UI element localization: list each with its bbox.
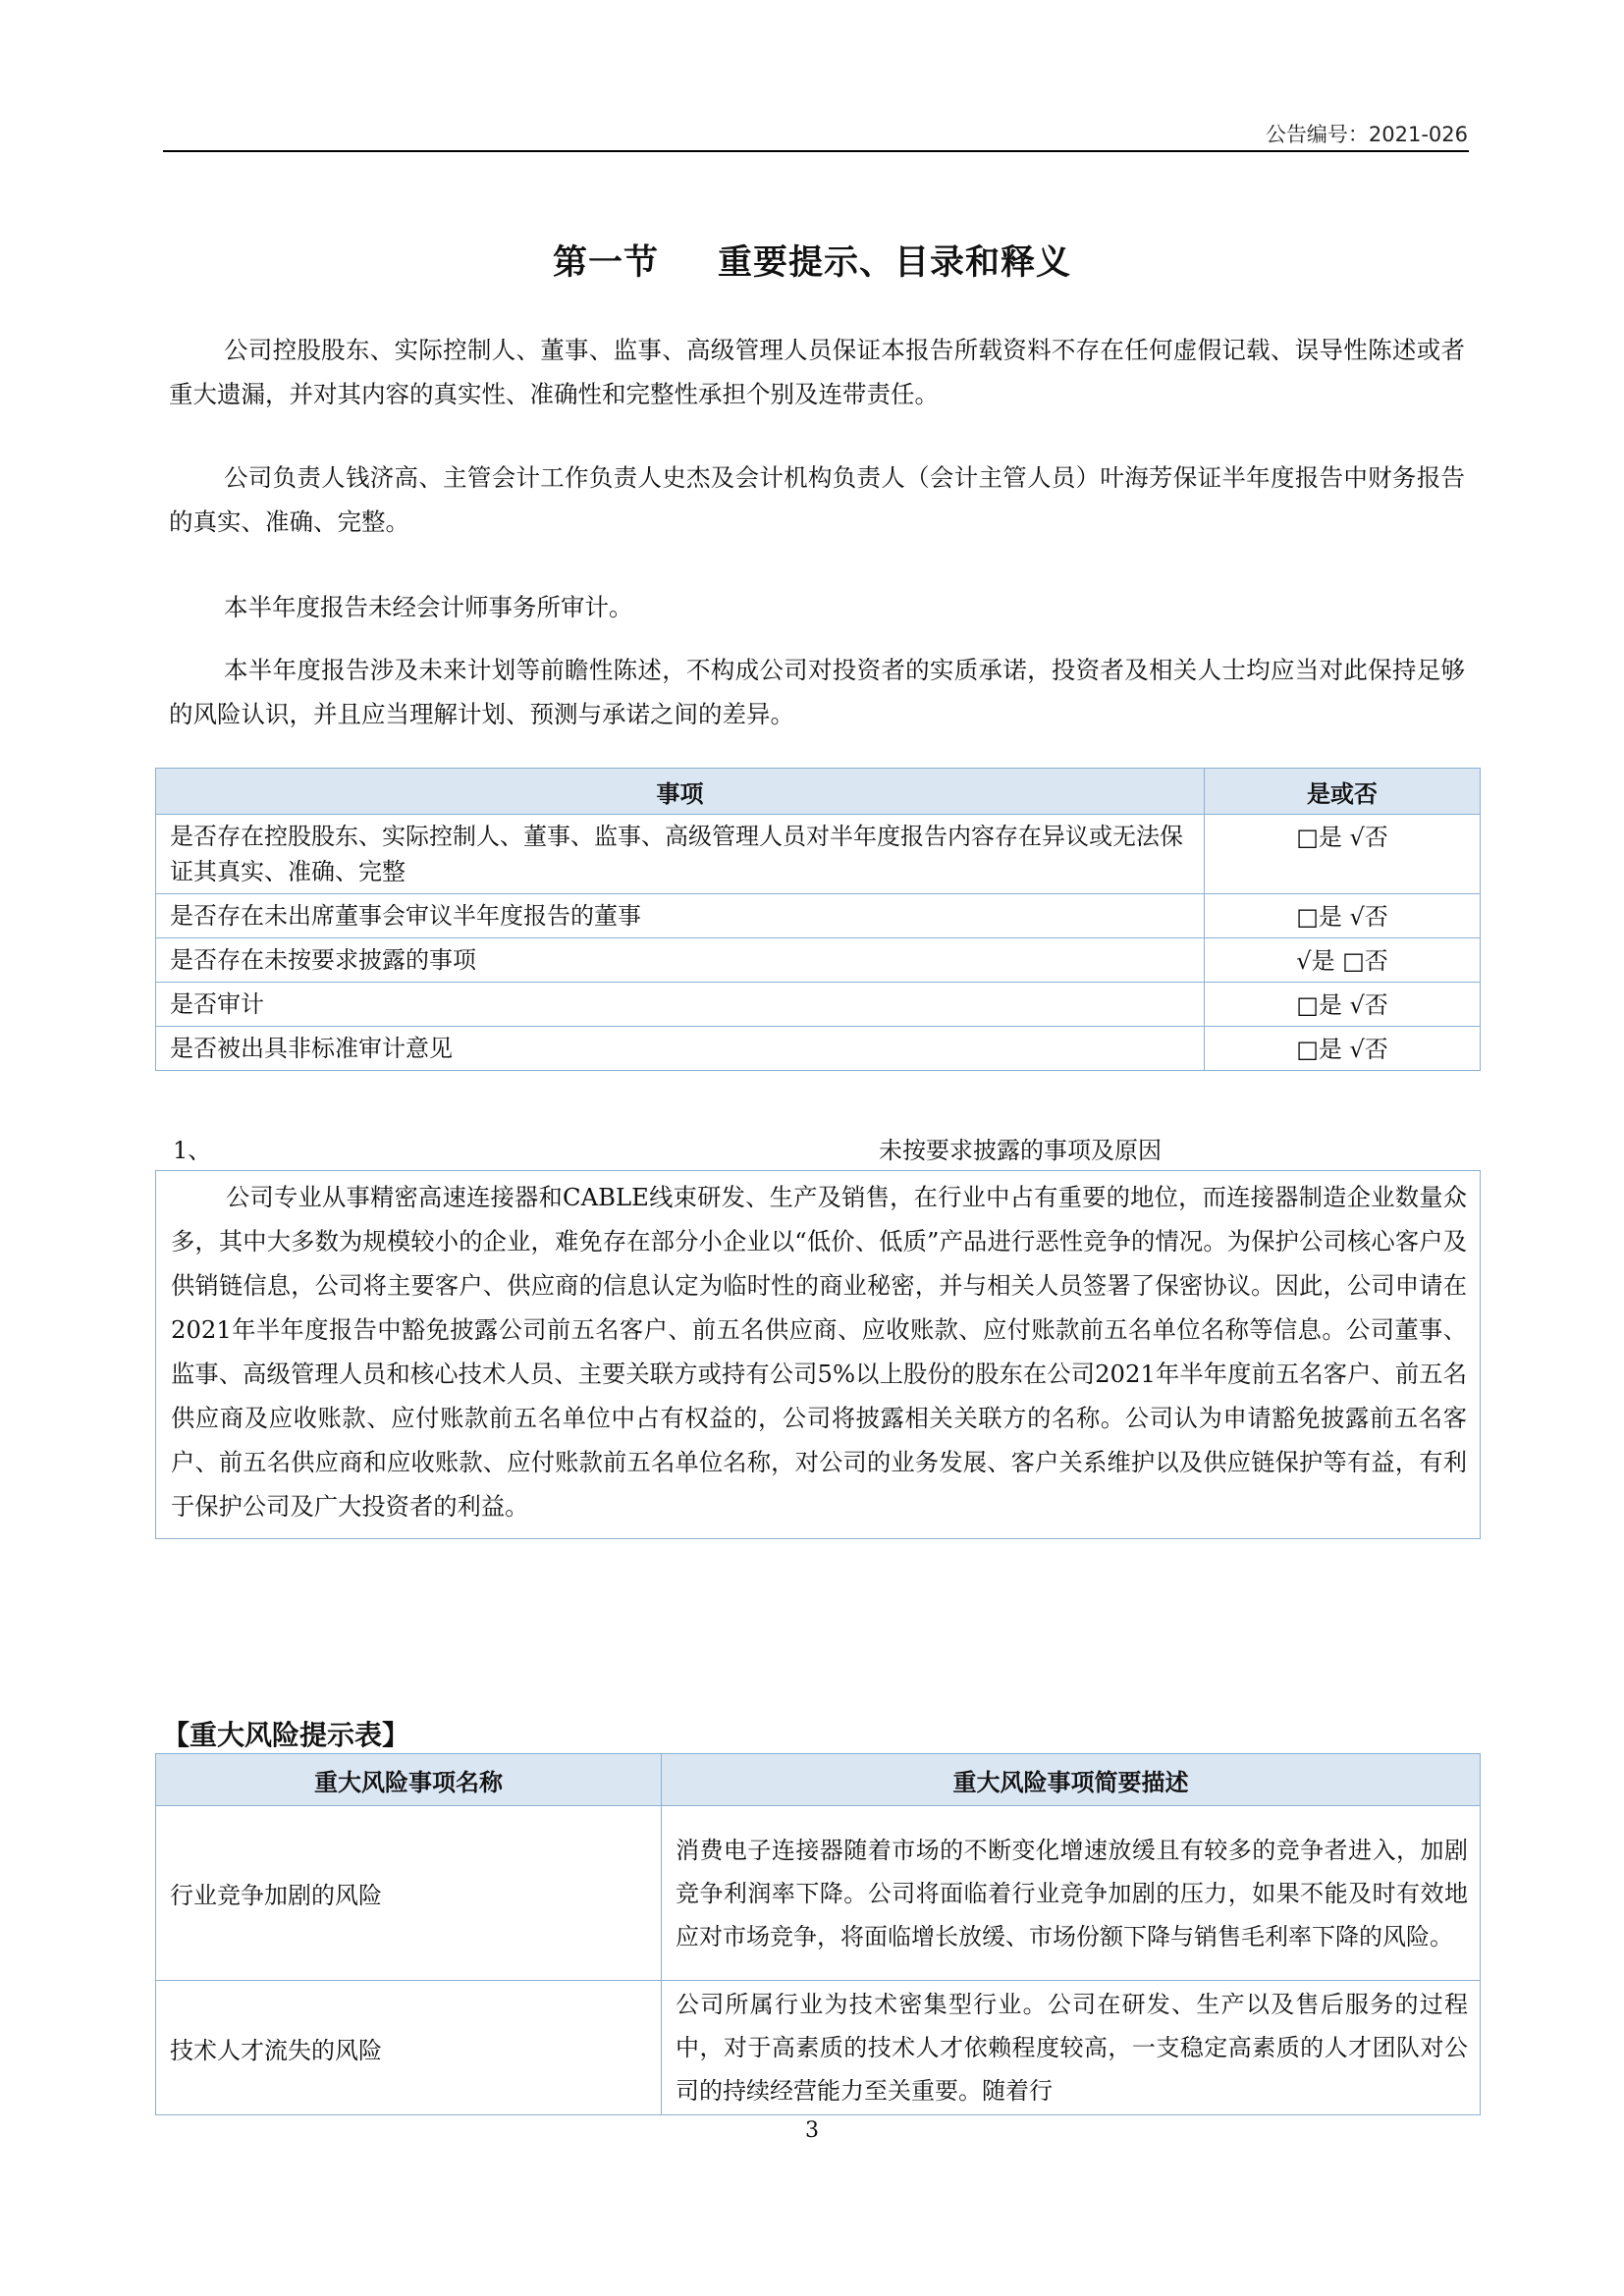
table-row: [156, 983, 1481, 1027]
risk-table-heading: 【重大风险提示表】: [162, 1719, 410, 1751]
paragraph-unaudited: 本半年度报告未经会计师事务所审计。: [224, 593, 633, 621]
table-header-row: [156, 769, 1481, 815]
page-number: 3: [805, 2118, 819, 2143]
section-heading: 重要提示、目录和释义: [718, 243, 1072, 283]
table-row: [156, 1981, 1481, 2115]
table-row: [156, 894, 1481, 938]
check-answer: □是 √否: [1205, 894, 1481, 938]
paragraph-responsible-persons: 公司负责人钱济高、主管会计工作负责人史杰及会计机构负责人（会计主管人员）叶海芳保证半年度报告中财务报告的真实、准确、完整。: [169, 463, 1465, 536]
section-title: [0, 236, 1624, 285]
table-row: [156, 815, 1481, 894]
check-answer: □是 √否: [1205, 815, 1481, 894]
check-item: 是否存在未按要求披露的事项: [156, 938, 1205, 983]
paragraph-forward-looking: 本半年度报告涉及未来计划等前瞻性陈述，不构成公司对投资者的实质承诺，投资者及相关人士均应当对此保持足够的风险认识，并且应当理解计划、预测与承诺之间的差异。: [169, 656, 1465, 728]
check-answer: √是 □否: [1205, 938, 1481, 983]
risk-name: 行业竞争加剧的风险: [156, 1806, 662, 1981]
table-header-row: [156, 1754, 1481, 1806]
check-item: 是否存在控股股东、实际控制人、董事、监事、高级管理人员对半年度报告内容存在异议或无法保证其真实、准确、完整: [156, 815, 1205, 894]
announcement-code: 公告编号：2021-026: [1265, 123, 1468, 146]
column-header-risk-desc: 重大风险事项简要描述: [662, 1754, 1481, 1806]
check-answer: □是 √否: [1205, 983, 1481, 1027]
disclosure-check-table: [155, 768, 1481, 1071]
check-item: 是否审计: [156, 983, 1205, 1027]
column-header-answer: 是或否: [1205, 769, 1481, 815]
check-item: 是否被出具非标准审计意见: [156, 1027, 1205, 1071]
subsection-title: 未按要求披露的事项及原因: [879, 1137, 1162, 1164]
major-risk-table: [155, 1753, 1481, 2115]
header-divider: [163, 150, 1469, 152]
table-row: [156, 1027, 1481, 1071]
risk-description: 消费电子连接器随着市场的不断变化增速放缓且有较多的竞争者进入，加剧竞争利润率下降。公司将面临着行业竞争加剧的压力，如果不能及时有效地应对市场竞争，将面临增长放缓、市场份额下降与销售毛利率下降的风险。: [662, 1806, 1481, 1981]
section-number: 第一节: [552, 243, 659, 283]
subsection-number: 1、: [173, 1137, 212, 1164]
risk-description: 公司所属行业为技术密集型行业。公司在研发、生产以及售后服务的过程中，对于高素质的技术人才依赖程度较高，一支稳定高素质的人才团队对公司的持续经营能力至关重要。随着行: [662, 1981, 1481, 2115]
column-header-risk-name: 重大风险事项名称: [156, 1754, 662, 1806]
table-row: [156, 938, 1481, 983]
risk-name: 技术人才流失的风险: [156, 1981, 662, 2115]
check-item: 是否存在未出席董事会审议半年度报告的董事: [156, 894, 1205, 938]
column-header-item: 事项: [156, 769, 1205, 815]
undisclosed-reason-box: 公司专业从事精密高速连接器和CABLE线束研发、生产及销售，在行业中占有重要的地位，而连接器制造企业数量众多，其中大多数为规模较小的企业，难免存在部分小企业以“低价、低质”产品进行恶性竞争的情况。为保护公司核心客户及供销链信息，公司将主要客户、供应商的信息认定为临时性的商业秘密，并与相关人员签署了保密协议。因此，公司申请在2021年半年度报告中豁免披露公司前五名客户、前五名供应商、应收账款、应付账款前五名单位名称等信息。公司董事、监事、高级管理人员和核心技术人员、主要关联方或持有公司5%以上股份的股东在公司2021年半年度前五名客户、前五名供应商及应收账款、应付账款前五名单位中占有权益的，公司将披露相关关联方的名称。公司认为申请豁免披露前五名客户、前五名供应商和应收账款、应付账款前五名单位名称，对公司的业务发展、客户关系维护以及供应链保护等有益，有利于保护公司及广大投资者的利益。: [155, 1170, 1481, 1539]
table-row: [156, 1806, 1481, 1981]
paragraph-guarantee: 公司控股股东、实际控制人、董事、监事、高级管理人员保证本报告所载资料不存在任何虚假记载、误导性陈述或者重大遗漏，并对其内容的真实性、准确性和完整性承担个别及连带责任。: [169, 336, 1465, 408]
check-answer: □是 √否: [1205, 1027, 1481, 1071]
